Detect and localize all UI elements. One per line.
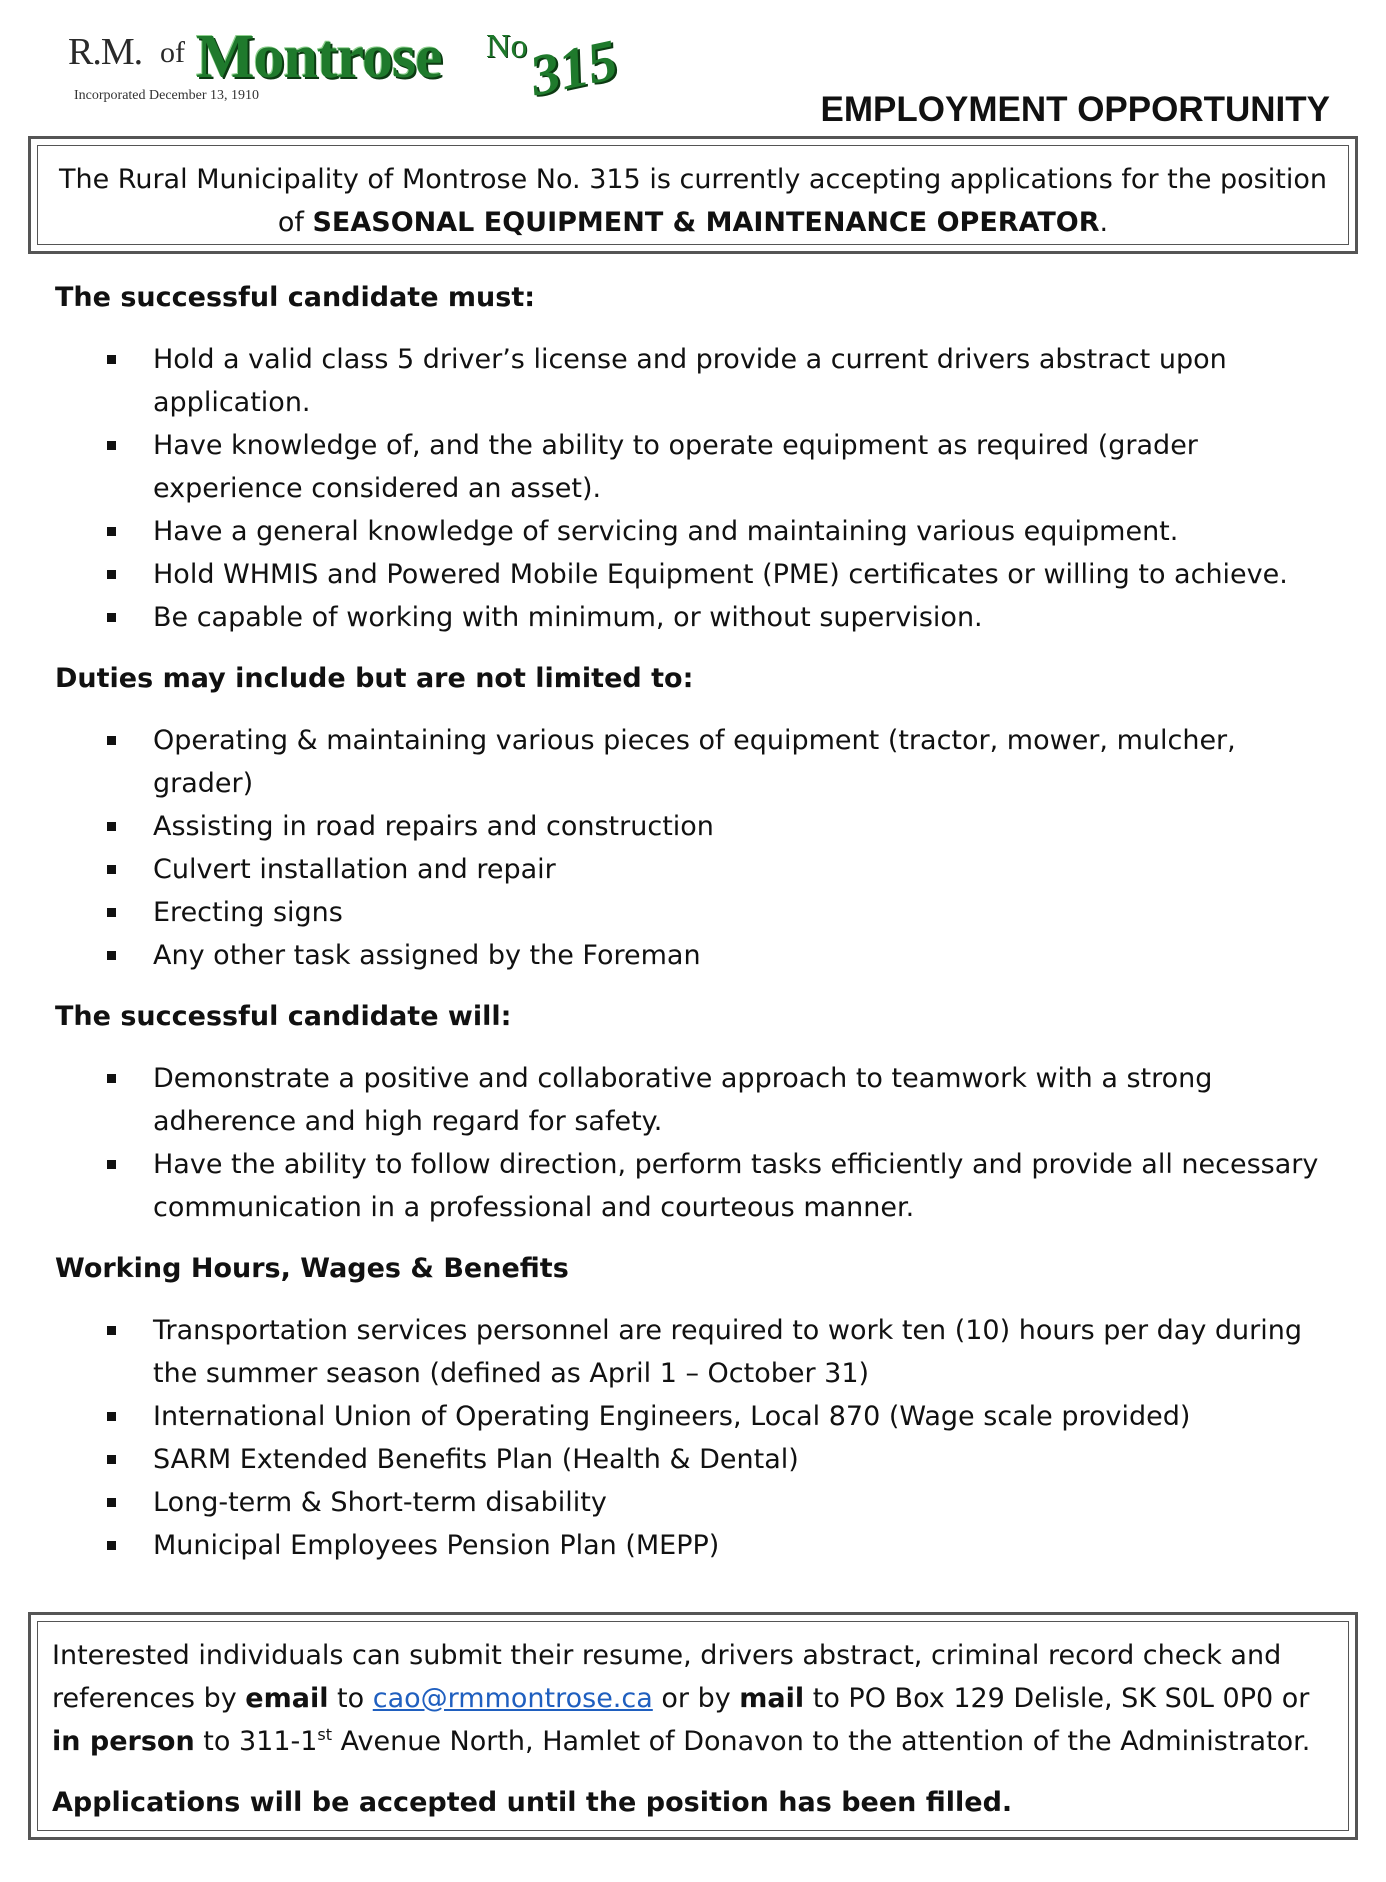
logo-of: of [160,36,185,69]
list-item [55,1395,1335,1438]
list-item [55,719,1335,805]
bullet-icon [107,1326,116,1335]
list-item [55,848,1335,891]
list-item [55,805,1335,848]
list-item-text: Have knowledge of, and the ability to operate equipment as required (grader experience considered an asset). [153,430,1198,504]
municipality-logo [68,22,623,122]
list-item [55,1057,1335,1143]
list-item-text: Assisting in road repairs and construction [153,811,714,842]
ordinal-suffix: st [317,1725,333,1744]
list-item-text: Have a general knowledge of servicing and maintaining various equipment. [153,516,1179,547]
bullet-icon [107,908,116,917]
bullet-icon [107,355,116,364]
will-list [55,1057,1335,1229]
list-item-text: Transportation services personnel are required to work ten (10) hours per day during the summer season (defined as April 1 – October 31) [153,1315,1303,1389]
list-item [55,891,1335,934]
list-item-text: Be capable of working with minimum, or without supervision. [153,602,983,633]
section-heading-must: The successful candidate must: [55,282,536,313]
bullet-icon [107,1498,116,1507]
bullet-icon [107,613,116,622]
list-item [55,934,1335,977]
section-heading-benefits: Working Hours, Wages & Benefits [55,1253,569,1284]
contact-text-4: to PO Box 129 Delisle, SK S0L 0P0 or [804,1683,1310,1714]
list-item [55,1481,1335,1524]
contact-box [28,1612,1358,1840]
benefits-list [55,1309,1335,1567]
list-item-text: Erecting signs [153,897,343,928]
bullet-icon [107,1074,116,1083]
section-heading-duties: Duties may include but are not limited to: [55,663,694,694]
list-item [55,424,1335,510]
bullet-icon [107,1541,116,1550]
list-item-text: Culvert installation and repair [153,854,556,885]
list-item-text: Have the ability to follow direction, perform tasks efficiently and provide all necessary communication in a professional and courteous manner. [153,1149,1319,1223]
list-item [55,553,1335,596]
duties-list [55,719,1335,977]
bullet-icon [107,527,116,536]
contact-text-6: Avenue North, Hamlet of Donavon to the attention of the Administrator. [332,1726,1311,1757]
contact-text-3: or by [652,1683,740,1714]
in-person-label: in person [52,1726,195,1757]
intro-period: . [1099,207,1109,238]
list-item-text: Demonstrate a positive and collaborative approach to teamwork with a strong adherence and high regard for safety. [153,1063,1213,1137]
contact-text [37,1621,1349,1831]
list-item-text: Hold WHMIS and Powered Mobile Equipment (PME) certificates or willing to achieve. [153,559,1288,590]
bullet-icon [107,736,116,745]
bullet-icon [107,1160,116,1169]
list-item-text: Municipal Employees Pension Plan (MEPP) [153,1530,720,1561]
contact-text-2: to [328,1683,373,1714]
bullet-icon [107,1455,116,1464]
intro-sentence: The Rural Municipality of Montrose No. 315 is currently accepting applications for the position of [59,164,1327,238]
intro-box [28,136,1358,254]
contact-text-1: Interested individuals can submit their resume, drivers abstract, criminal record check and references by [52,1640,1282,1714]
bullet-icon [107,865,116,874]
logo-no: No [486,28,528,65]
list-item-text: SARM Extended Benefits Plan (Health & Dental) [153,1444,799,1475]
logo-name: Montrose [196,23,442,91]
list-item-text: Any other task assigned by the Foreman [153,940,701,971]
bullet-icon [107,570,116,579]
list-item-text: International Union of Operating Engineers, Local 870 (Wage scale provided) [153,1401,1191,1432]
contact-text-5: to 311-1 [194,1726,318,1757]
list-item-text: Hold a valid class 5 driver’s license and provide a current drivers abstract upon application. [153,344,1227,418]
mail-label: mail [739,1683,805,1714]
email-link[interactable]: cao@rmmontrose.ca [372,1683,653,1714]
logo-incorporated: Incorporated December 13, 1910 [74,88,260,103]
list-item [55,1143,1335,1229]
deadline-notice: Applications will be accepted until the position has been filled. [52,1787,1013,1818]
bullet-icon [107,822,116,831]
bullet-icon [107,1412,116,1421]
page-title: EMPLOYMENT OPPORTUNITY [820,90,1330,129]
list-item [55,1524,1335,1567]
section-heading-will: The successful candidate will: [55,1001,512,1032]
email-label: email [245,1683,329,1714]
position-title: SEASONAL EQUIPMENT & MAINTENANCE OPERATOR [312,207,1100,238]
list-item [55,510,1335,553]
list-item [55,1438,1335,1481]
bullet-icon [107,441,116,450]
list-item [55,1309,1335,1395]
list-item-text: Long-term & Short-term disability [153,1487,607,1518]
intro-text [37,145,1349,245]
must-list [55,338,1335,639]
logo-number: 315 [524,26,623,109]
contact-paragraph [52,1634,1334,1763]
logo-rm: R.M. [68,31,143,73]
list-item [55,338,1335,424]
list-item [55,596,1335,639]
list-item-text: Operating & maintaining various pieces of equipment (tractor, mower, mulcher, grader) [153,725,1236,799]
main-content [55,280,1335,1589]
bullet-icon [107,951,116,960]
